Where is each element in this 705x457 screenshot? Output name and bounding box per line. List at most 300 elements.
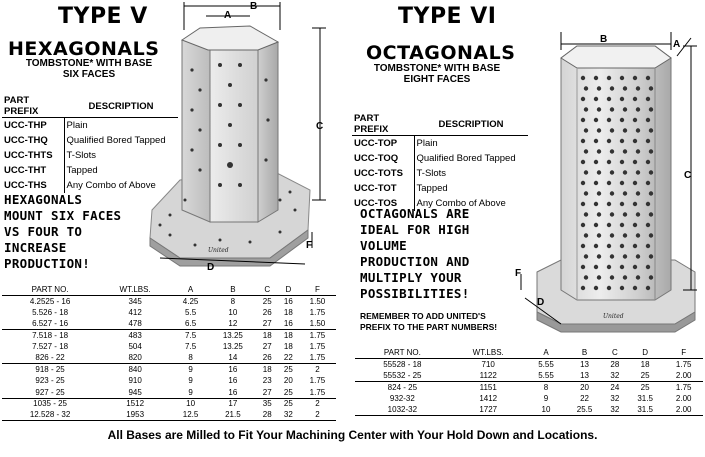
- prefix-desc: T-Slots: [416, 167, 447, 179]
- description-header: DESCRIPTION: [414, 113, 528, 136]
- hex-face-front: [210, 34, 258, 222]
- c-cell: 35: [262, 399, 272, 409]
- a-cell: 9: [172, 387, 209, 398]
- note-line: PREFIX TO THE PART NUMBERS!: [360, 322, 498, 332]
- table-row: [2, 330, 336, 341]
- a-cell: 5.55: [527, 370, 566, 381]
- hex-logo-mark: United: [208, 247, 229, 254]
- table-row: [2, 364, 336, 375]
- mounting-hole: [646, 223, 650, 227]
- mounting-hole: [646, 118, 650, 122]
- mounting-hole: [610, 128, 614, 132]
- table-row: [2, 387, 336, 398]
- hex-face-left: [182, 34, 210, 222]
- c-cell: 25: [262, 296, 272, 306]
- table-row: [2, 375, 336, 386]
- mounting-hole: [649, 86, 653, 90]
- mounting-hole: [633, 223, 637, 227]
- type-v-spec-table: [2, 284, 336, 421]
- part-no-cell: 923 - 25: [35, 376, 65, 386]
- d-cell: 18: [283, 308, 293, 318]
- c-cell: 18: [262, 365, 272, 375]
- promo-line: IDEAL FOR HIGH: [360, 222, 470, 237]
- c-cell: 26: [262, 308, 272, 318]
- a-cell: 7.5: [185, 331, 197, 341]
- b-cell: 13.25: [222, 331, 243, 341]
- mounting-hole: [620, 286, 624, 290]
- mounting-hole: [597, 275, 601, 279]
- part-no-cell: 55532 - 25: [355, 370, 450, 381]
- dim-label-c: C: [316, 121, 324, 132]
- type-vi-subtitle: [362, 63, 512, 85]
- mounting-hole: [594, 286, 598, 290]
- a-cell: 10: [527, 404, 566, 415]
- part-no-cell: 7.527 - 18: [32, 342, 69, 352]
- col-c: C: [604, 347, 626, 359]
- mounting-hole: [581, 97, 585, 101]
- mounting-hole: [594, 97, 598, 101]
- mounting-hole: [584, 212, 588, 216]
- table-row: [352, 166, 528, 181]
- mounting-hole: [620, 181, 624, 185]
- mounting-hole: [633, 202, 637, 206]
- mounting-hole: [594, 244, 598, 248]
- mounting-hole: [581, 181, 585, 185]
- d-cell: 25: [640, 382, 650, 392]
- note-line: REMEMBER TO ADD UNITED'S: [360, 311, 486, 321]
- f-cell: 2.00: [664, 370, 703, 381]
- hexagonals-heading: HEXAGONALS: [8, 38, 160, 60]
- part-no-cell: 6.527 - 16: [2, 318, 98, 329]
- mounting-hole: [607, 223, 611, 227]
- b-cell: 17: [228, 399, 238, 409]
- promo-line: PRODUCTION!: [4, 256, 91, 271]
- c-cell: 27: [257, 387, 278, 398]
- promo-line: HEXAGONALS: [4, 192, 83, 207]
- d-cell: 25: [278, 387, 299, 398]
- mounting-hole: [646, 265, 650, 269]
- weight-cell: 504: [128, 342, 142, 352]
- table-row: [2, 296, 336, 307]
- part-no-cell: 824 - 25: [387, 382, 418, 392]
- f-cell: 1.50: [299, 318, 336, 329]
- dim-label-d: D: [537, 297, 545, 308]
- mounting-hole: [607, 286, 611, 290]
- mounting-hole: [584, 128, 588, 132]
- d-cell: 25: [283, 365, 293, 375]
- mounting-hole: [607, 265, 611, 269]
- d-cell: 31.5: [626, 404, 665, 415]
- table-row: [352, 151, 528, 166]
- part-no-cell: 918 - 25: [35, 365, 65, 375]
- a-cell: 9: [188, 376, 193, 386]
- mounting-hole: [623, 191, 627, 195]
- mounting-hole: [620, 223, 624, 227]
- d-cell: 16: [278, 318, 299, 329]
- type-vi-subtitle-line2: EIGHT FACES: [403, 74, 471, 85]
- dim-label-f: F: [306, 240, 313, 251]
- mounting-hole: [581, 118, 585, 122]
- prefix-desc: Plain: [66, 119, 88, 131]
- d-cell: 18: [640, 359, 650, 369]
- f-cell: 1.75: [309, 376, 326, 386]
- table-row: [2, 341, 336, 352]
- mounting-hole: [623, 212, 627, 216]
- a-cell: 7.5: [185, 342, 197, 352]
- mounting-hole: [581, 265, 585, 269]
- table-row: [2, 318, 336, 329]
- prefix-code: UCC-THT: [2, 163, 64, 178]
- mounting-hole: [636, 275, 640, 279]
- mounting-hole: [584, 233, 588, 237]
- description-header: DESCRIPTION: [64, 95, 178, 118]
- prefix-code: UCC-THQ: [2, 133, 64, 148]
- a-cell: 8: [172, 352, 209, 363]
- mounting-hole: [607, 202, 611, 206]
- b-cell: 13.25: [222, 342, 243, 352]
- a-cell: 5.55: [538, 359, 554, 369]
- oct-logo-mark: United: [603, 313, 624, 320]
- f-cell: 2: [315, 399, 320, 409]
- mounting-hole: [636, 170, 640, 174]
- weight-cell: 840: [128, 365, 142, 375]
- col-d: D: [278, 284, 299, 296]
- mounting-hole: [649, 149, 653, 153]
- part-no-cell: 12.528 - 32: [2, 409, 98, 420]
- prefix-code: UCC-THTS: [2, 148, 64, 163]
- promo-line: MOUNT SIX FACES: [4, 208, 122, 223]
- mounting-hole: [607, 97, 611, 101]
- dim-label-f: F: [515, 268, 522, 279]
- d-cell: 18: [283, 331, 293, 341]
- mounting-hole: [636, 254, 640, 258]
- f-cell: 2: [299, 409, 336, 420]
- f-cell: 1.75: [309, 331, 326, 341]
- f-cell: 1.75: [675, 359, 692, 369]
- d-cell: 31.5: [637, 393, 653, 403]
- c-cell: 28: [610, 359, 620, 369]
- promo-line: MULTIPLY YOUR: [360, 270, 462, 285]
- type-vi-spec-table: [355, 347, 703, 416]
- b-cell: 12: [209, 318, 257, 329]
- mounting-hole: [594, 202, 598, 206]
- hex-face-right: [258, 34, 278, 222]
- octagonals-heading: OCTAGONALS: [366, 42, 516, 64]
- mounting-hole: [597, 128, 601, 132]
- promo-line: VS FOUR TO: [4, 224, 83, 239]
- mounting-hole: [607, 76, 611, 80]
- col-part-no: PART NO.: [355, 347, 450, 359]
- c-cell: 32: [604, 370, 626, 381]
- c-cell: 32: [610, 393, 620, 403]
- b-cell: 10: [228, 308, 238, 318]
- mounting-hole: [584, 170, 588, 174]
- promo-line: POSSIBILITIES!: [360, 286, 470, 301]
- mounting-hole: [610, 107, 614, 111]
- mounting-hole: [610, 149, 614, 153]
- mounting-hole: [649, 107, 653, 111]
- weight-cell: 483: [128, 331, 142, 341]
- mounting-hole: [597, 170, 601, 174]
- b-cell: 16: [228, 365, 238, 375]
- mounting-hole: [584, 254, 588, 258]
- part-no-cell: 4.2525 - 16: [29, 296, 71, 306]
- c-cell: 32: [604, 404, 626, 415]
- oct-top: [561, 46, 671, 68]
- footer-note: All Bases are Milled to Fit Your Machining Center with Your Hold Down and Locations.: [107, 428, 598, 442]
- table-row: [355, 359, 703, 370]
- f-cell: 1.50: [309, 296, 326, 306]
- f-cell: 2.00: [675, 393, 692, 403]
- dim-label-b: B: [250, 1, 258, 12]
- mounting-hole: [620, 139, 624, 143]
- mounting-hole: [620, 97, 624, 101]
- prefix-code: UCC-TOQ: [352, 151, 414, 166]
- type-v-title: TYPE V: [58, 4, 148, 29]
- col-c: C: [257, 284, 278, 296]
- prefix-desc: Any Combo of Above: [416, 197, 506, 209]
- mounting-hole: [649, 254, 653, 258]
- type-vi-title: TYPE VI: [398, 4, 497, 29]
- table-row: [352, 136, 528, 151]
- prefix-desc: T-Slots: [66, 149, 97, 161]
- mounting-hole: [636, 233, 640, 237]
- weight-cell: 1512: [126, 399, 145, 409]
- mounting-hole: [610, 191, 614, 195]
- mounting-hole: [594, 181, 598, 185]
- prefix-reminder-note: [360, 311, 497, 333]
- mounting-hole: [649, 212, 653, 216]
- mounting-hole: [610, 275, 614, 279]
- promo-line: PRODUCTION AND: [360, 254, 470, 269]
- weight-cell: 710: [481, 359, 495, 369]
- b-cell: 20: [580, 382, 589, 392]
- prefix-desc: Any Combo of Above: [66, 179, 156, 191]
- dim-label-b: B: [600, 34, 608, 45]
- mounting-hole: [633, 265, 637, 269]
- type-vi-promo: [360, 206, 470, 302]
- octagonal-tombstone-image: [515, 28, 705, 333]
- mounting-hole: [581, 139, 585, 143]
- promo-line: INCREASE: [4, 240, 67, 255]
- dim-label-a: A: [673, 39, 681, 50]
- f-cell: 2.00: [664, 404, 703, 415]
- mounting-hole: [646, 76, 650, 80]
- mounting-hole: [597, 254, 601, 258]
- mounting-hole: [633, 118, 637, 122]
- part-no-cell: 927 - 25: [2, 387, 98, 398]
- col-b: B: [565, 347, 604, 359]
- table-row: [355, 381, 703, 392]
- mounting-hole: [597, 107, 601, 111]
- prefix-desc: Tapped: [416, 182, 448, 194]
- part-no-cell: 932-32: [389, 393, 415, 403]
- prefix-desc: Plain: [416, 137, 438, 149]
- weight-cell: 910: [128, 376, 142, 386]
- col-part-no: PART NO.: [2, 284, 98, 296]
- mounting-hole: [581, 223, 585, 227]
- mounting-hole: [620, 118, 624, 122]
- mounting-hole: [623, 107, 627, 111]
- mounting-hole: [584, 149, 588, 153]
- mounting-hole: [581, 244, 585, 248]
- f-cell: 2: [315, 365, 320, 375]
- dim-label-c: C: [684, 170, 692, 181]
- type-v-subtitle-line2: SIX FACES: [62, 69, 116, 80]
- f-cell: 1.75: [309, 342, 326, 352]
- prefix-header: PART PREFIX: [2, 95, 64, 118]
- table-row: [2, 398, 336, 409]
- f-cell: 1.75: [299, 387, 336, 398]
- f-cell: 1.75: [309, 308, 326, 318]
- mounting-hole: [623, 275, 627, 279]
- mounting-hole: [623, 149, 627, 153]
- promo-line: OCTAGONALS ARE: [360, 206, 470, 221]
- c-cell: 24: [610, 382, 620, 392]
- mounting-hole: [584, 86, 588, 90]
- prefix-header: PART PREFIX: [352, 113, 414, 136]
- type-vi-spec-body: [355, 359, 703, 416]
- mounting-hole: [649, 275, 653, 279]
- mounting-hole: [646, 160, 650, 164]
- mounting-hole: [581, 160, 585, 164]
- part-no-cell: 7.518 - 18: [32, 331, 69, 341]
- mounting-hole: [633, 97, 637, 101]
- col-f: F: [664, 347, 703, 359]
- weight-cell: 1727: [450, 404, 527, 415]
- prefix-code: UCC-THS: [2, 178, 64, 193]
- d-cell: 22: [278, 352, 299, 363]
- part-no-cell: 55528 - 18: [383, 359, 422, 369]
- a-cell: 4.25: [182, 296, 199, 306]
- a-cell: 12.5: [172, 409, 209, 420]
- weight-cell: 478: [98, 318, 172, 329]
- prefix-desc: Qualified Bored Tapped: [416, 152, 516, 164]
- table-row: [355, 393, 703, 404]
- mounting-hole: [649, 233, 653, 237]
- mounting-hole: [633, 181, 637, 185]
- d-cell: 18: [283, 342, 293, 352]
- mounting-hole: [584, 107, 588, 111]
- mounting-hole: [633, 160, 637, 164]
- mounting-hole: [607, 160, 611, 164]
- b-cell: 13: [565, 370, 604, 381]
- mounting-hole: [607, 244, 611, 248]
- mounting-hole: [594, 139, 598, 143]
- mounting-hole: [633, 76, 637, 80]
- mounting-hole: [597, 191, 601, 195]
- mounting-hole: [633, 139, 637, 143]
- weight-cell: 1953: [98, 409, 172, 420]
- col-weight: WT.LBS.: [450, 347, 527, 359]
- a-cell: 8: [543, 382, 549, 392]
- mounting-hole: [633, 286, 637, 290]
- table-row: [352, 181, 528, 196]
- mounting-hole: [581, 286, 585, 290]
- prefix-code: UCC-TOS: [352, 196, 414, 211]
- d-cell: 25: [283, 399, 293, 409]
- mounting-hole: [610, 86, 614, 90]
- c-cell: 28: [257, 409, 278, 420]
- a-cell: 9: [188, 365, 193, 375]
- type-v-subtitle-line1: TOMBSTONE* WITH BASE: [25, 58, 153, 69]
- mounting-hole: [623, 254, 627, 258]
- mounting-hole: [610, 254, 614, 258]
- mounting-hole: [646, 139, 650, 143]
- mounting-hole: [623, 233, 627, 237]
- table-row: [355, 370, 703, 381]
- a-cell: 5.5: [185, 308, 197, 318]
- d-cell: 16: [283, 296, 293, 306]
- col-f: F: [299, 284, 336, 296]
- part-no-cell: 1035 - 25: [33, 399, 67, 409]
- mounting-hole: [649, 170, 653, 174]
- mounting-hole: [597, 212, 601, 216]
- b-cell: 25.5: [565, 404, 604, 415]
- mounting-hole: [581, 202, 585, 206]
- dim-label-d: D: [207, 262, 215, 273]
- mounting-hole: [623, 128, 627, 132]
- c-cell: 27: [262, 342, 272, 352]
- part-no-cell: 5.526 - 18: [32, 308, 69, 318]
- mounting-hole: [607, 139, 611, 143]
- mounting-hole: [607, 181, 611, 185]
- c-cell: 26: [257, 352, 278, 363]
- prefix-desc: Tapped: [66, 164, 98, 176]
- b-cell: 16: [209, 387, 257, 398]
- table-row: [2, 409, 336, 420]
- a-cell: 9: [543, 393, 549, 403]
- mounting-hole: [646, 97, 650, 101]
- mounting-hole: [646, 181, 650, 185]
- prefix-code: UCC-TOT: [352, 181, 414, 196]
- prefix-code: UCC-TOP: [352, 136, 414, 151]
- mounting-hole: [597, 149, 601, 153]
- mounting-hole: [646, 202, 650, 206]
- b-cell: 22: [580, 393, 589, 403]
- mounting-hole: [636, 86, 640, 90]
- mounting-hole: [636, 212, 640, 216]
- col-a: A: [527, 347, 566, 359]
- mounting-hole: [597, 86, 601, 90]
- mounting-hole: [584, 191, 588, 195]
- mounting-hole: [620, 76, 624, 80]
- col-weight: WT.LBS.: [98, 284, 172, 296]
- weight-cell: 345: [128, 296, 142, 306]
- mounting-hole: [610, 233, 614, 237]
- b-cell: 16: [228, 376, 238, 386]
- type-vi-subtitle-line1: TOMBSTONE* WITH BASE: [373, 63, 501, 74]
- weight-cell: 1122: [450, 370, 527, 381]
- b-cell: 14: [209, 352, 257, 363]
- hexagonal-tombstone-image: [140, 0, 340, 275]
- promo-line: VOLUME: [360, 238, 407, 253]
- f-cell: 1.75: [299, 352, 336, 363]
- col-a: A: [172, 284, 209, 296]
- type-vi-prefix-table: [352, 113, 528, 211]
- a-cell: 10: [186, 399, 196, 409]
- weight-cell: 1412: [479, 393, 498, 403]
- col-d: D: [626, 347, 665, 359]
- c-cell: 18: [262, 331, 272, 341]
- b-cell: 21.5: [209, 409, 257, 420]
- mounting-hole: [633, 244, 637, 248]
- table-row: [2, 307, 336, 318]
- mounting-hole: [607, 118, 611, 122]
- weight-cell: 945: [98, 387, 172, 398]
- mounting-hole: [594, 76, 598, 80]
- type-v-promo: [4, 192, 121, 272]
